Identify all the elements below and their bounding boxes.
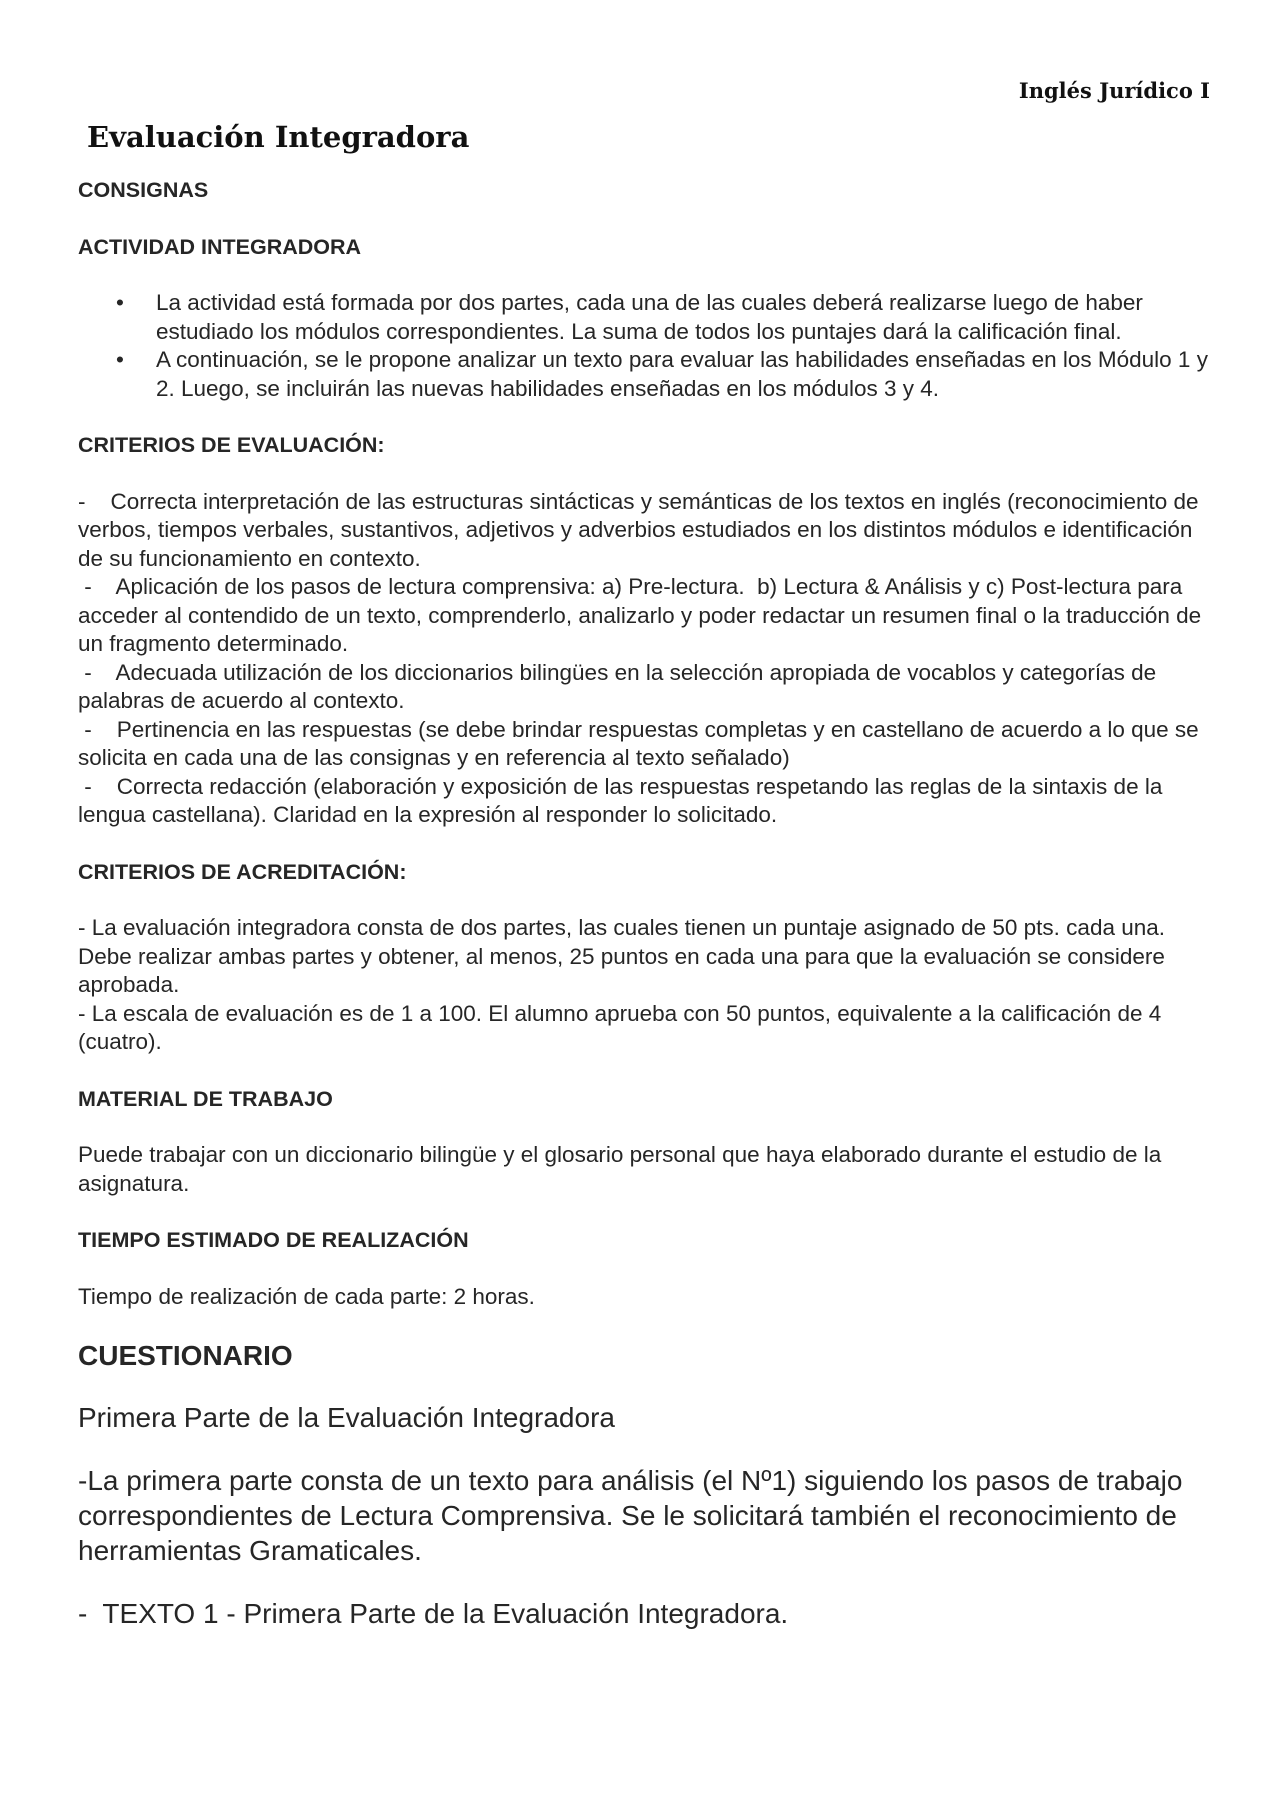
list-item — [78, 289, 1210, 346]
criterio-item: - Correcta interpretación de las estructuras sintácticas y semánticas de los textos en inglés (reconocimiento de verbos, tiempos verbales, sustantivos, adjetivos y adverbios estudiados en los distintos módulos e identificación de su funcionamiento en contexto. — [78, 488, 1205, 571]
criterios-acreditacion-list — [78, 914, 1210, 1057]
bullet-text: La actividad está formada por dos partes, cada una de las cuales deberá realizarse luego de haber estudiado los módulos correspondientes. La suma de todos los puntajes dará la calificación final. — [156, 290, 1143, 344]
criterios-evaluacion-list — [78, 488, 1210, 830]
section-heading-tiempo: TIEMPO ESTIMADO DE REALIZACIÓN — [78, 1228, 469, 1252]
document-title: Evaluación Integradora — [87, 120, 470, 154]
course-name: Inglés Jurídico I — [1018, 78, 1210, 103]
section-heading-cuestionario: CUESTIONARIO — [78, 1340, 293, 1371]
tiempo-text: Tiempo de realización de cada parte: 2 horas. — [78, 1283, 535, 1309]
actividad-bullet-list — [78, 289, 1210, 403]
criterio-item: - Aplicación de los pasos de lectura comprensiva: a) Pre-lectura. b) Lectura & Análisis y c) Post-lectura para acceder al contendido de un texto, comprenderlo, analizarlo y poder redactar un resumen final o la traducción de un fragmento determinado. — [78, 574, 1208, 656]
criterio-item: - Correcta redacción (elaboración y exposición de las respuestas respetando las reglas de la sintaxis de la lengua castellana). Claridad en la expresión al responder lo solicitado. — [78, 773, 1169, 827]
section-heading-criterios-acreditacion: CRITERIOS DE ACREDITACIÓN: — [78, 859, 407, 884]
list-item — [78, 346, 1210, 403]
bullet-icon: • — [116, 290, 124, 315]
section-heading-material: MATERIAL DE TRABAJO — [78, 1086, 333, 1111]
criterio-item: - Pertinencia en las respuestas (se debe brindar respuestas completas y en castellano de acuerdo a lo que se solicita en cada una de las consignas y en referencia al texto señalado) — [78, 716, 1205, 770]
document-body — [78, 176, 1210, 1659]
section-heading-criterios-evaluacion: CRITERIOS DE EVALUACIÓN: — [78, 433, 385, 457]
material-text: Puede trabajar con un diccionario bilingüe y el glosario personal que haya elaborado durante el estudio de la asignatura. — [78, 1142, 1162, 1196]
acreditacion-item: - La evaluación integradora consta de dos partes, las cuales tienen un puntaje asignado de 50 pts. cada una. Debe realizar ambas partes y obtener, al menos, 25 puntos en cada una para que la evaluación se considere aprobada. — [78, 915, 1166, 997]
cuestionario-intro: -La primera parte consta de un texto para análisis (el Nº1) siguiendo los pasos de trabajo correspondientes de Lectura Comprensiva. Se le solicitará también el reconocimiento de herramientas Gramaticales. — [78, 1465, 1183, 1566]
section-heading-consignas: CONSIGNAS — [78, 178, 209, 202]
bullet-text: A continuación, se le propone analizar un texto para evaluar las habilidades enseñadas en los Módulo 1 y 2. Luego, se incluirán las nuevas habilidades enseñadas en los módulos 3 y 4. — [156, 347, 1208, 401]
cuestionario-texto-label: - TEXTO 1 - Primera Parte de la Evaluación Integradora. — [78, 1598, 789, 1629]
acreditacion-item: - La escala de evaluación es de 1 a 100. El alumno aprueba con 50 puntos, equivalente a la calificación de 4 (cuatro). — [78, 1000, 1162, 1054]
section-heading-actividad: ACTIVIDAD INTEGRADORA — [78, 234, 362, 259]
bullet-icon: • — [116, 347, 124, 372]
criterio-item: - Adecuada utilización de los diccionarios bilingües en la selección apropiada de vocablos y categorías de palabras de acuerdo al contexto. — [78, 659, 1163, 713]
cuestionario-subheading: Primera Parte de la Evaluación Integradora — [78, 1402, 615, 1433]
